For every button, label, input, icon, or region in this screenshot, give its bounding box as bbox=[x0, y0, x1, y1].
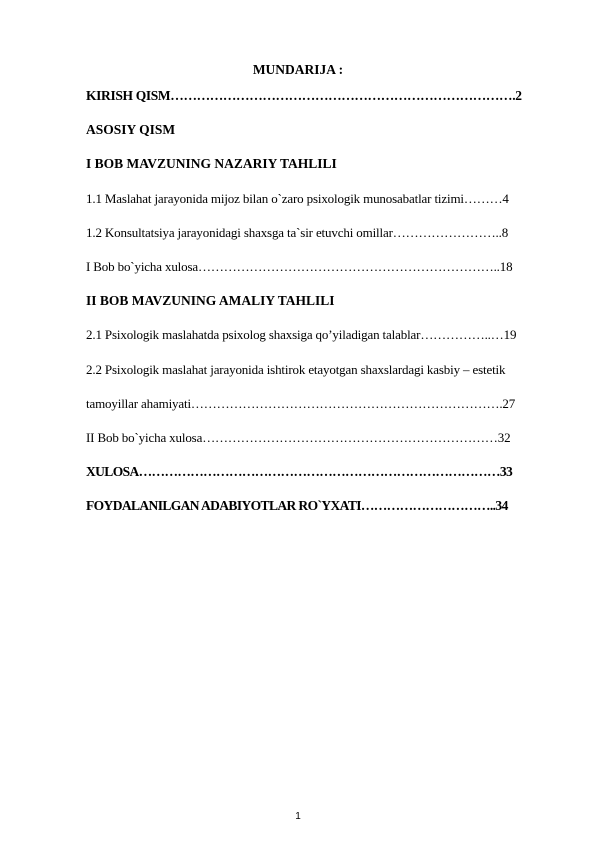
toc-entry-text: 2.2 Psixologik maslahat jarayonida ishtirok etayotgan shaxslardagi kasbiy – estetik bbox=[86, 361, 506, 377]
toc-entry-bob1 bbox=[86, 156, 556, 172]
toc-entry-asosiy bbox=[86, 122, 556, 138]
toc-entry-text: FOYDALANILGAN ADABIYOTLAR RO`YXATI…………………………..34 bbox=[86, 498, 508, 514]
toc-entry-text: XULOSA…………………………………………………………………………33 bbox=[86, 464, 513, 480]
toc-entry-bob1-xulosa bbox=[86, 259, 556, 275]
toc-entry-adabiyotlar bbox=[86, 498, 556, 514]
toc-entry-bob2 bbox=[86, 293, 556, 309]
toc-entry-1-1 bbox=[86, 191, 556, 207]
toc-entry-text: 2.1 Psixologik maslahatda psixolog shaxsiga qo’yiladigan talablar……………..…19 bbox=[86, 327, 517, 343]
toc-entry-2-1 bbox=[86, 327, 556, 343]
toc-entry-2-2 bbox=[86, 362, 556, 378]
page-number: 1 bbox=[295, 811, 301, 822]
table-of-contents bbox=[86, 88, 556, 532]
toc-entry-text: KIRISH QISM…………………………………………………………………….2 bbox=[86, 88, 522, 103]
toc-entry-bob2-xulosa bbox=[86, 430, 556, 446]
toc-entry-xulosa bbox=[86, 464, 556, 480]
toc-entry-kirish bbox=[86, 88, 556, 104]
toc-entry-2-2-cont bbox=[86, 396, 556, 412]
toc-title: MUNDARIJA : bbox=[252, 62, 344, 77]
toc-entry-text: II Bob bo`yicha xulosa……………………………………………………………32 bbox=[86, 429, 511, 445]
toc-entry-1-2 bbox=[86, 225, 556, 241]
toc-entry-text: 1.2 Konsultatsiya jarayonidagi shaxsga ta`sir etuvchi omillar……………………..8 bbox=[86, 224, 509, 240]
toc-entry-text: II BOB MAVZUNING AMALIY TAHLILI bbox=[86, 293, 335, 309]
toc-entry-text: ASOSIY QISM bbox=[86, 122, 176, 138]
toc-entry-text: I Bob bo`yicha xulosa……………………………………………………………..18 bbox=[86, 258, 513, 274]
toc-entry-text: 1.1 Maslahat jarayonida mijoz bilan o`zaro psixologik munosabatlar tizimi………4 bbox=[86, 190, 509, 206]
toc-entry-text: I BOB MAVZUNING NAZARIY TAHLILI bbox=[86, 156, 337, 172]
toc-entry-text: tamoyillar ahamiyati……………………………………………………………….27 bbox=[86, 395, 516, 411]
